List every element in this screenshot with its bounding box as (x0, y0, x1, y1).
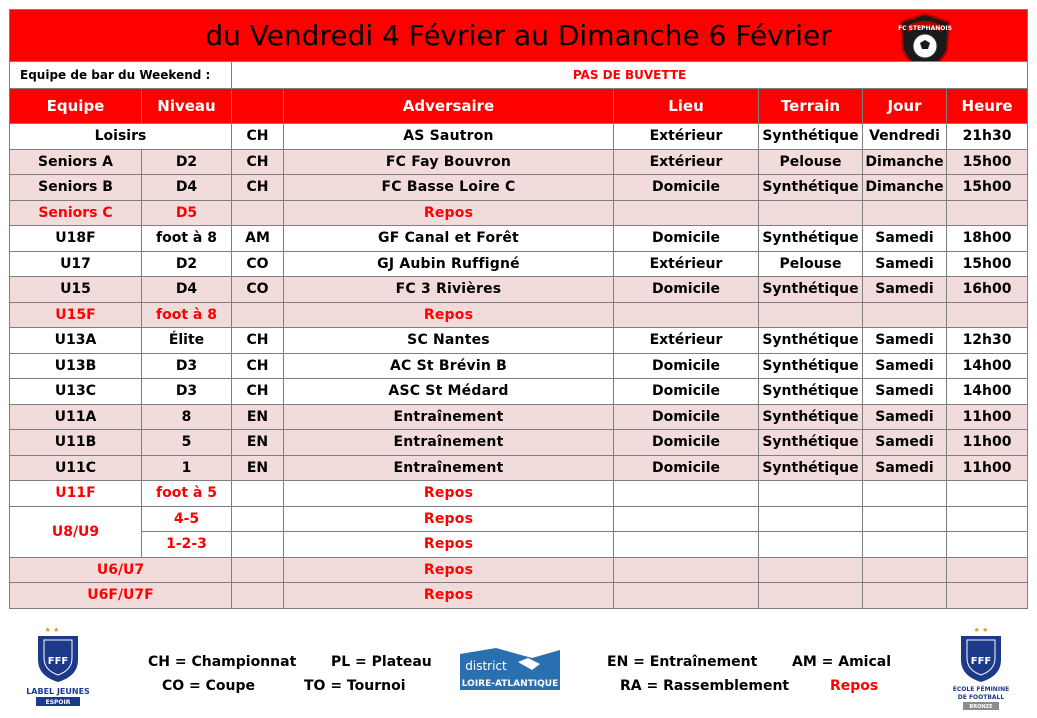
place-cell (614, 557, 759, 583)
table-row (10, 328, 1028, 354)
team-cell: U11A (10, 404, 142, 430)
legend-pl: PL = Plateau (331, 654, 432, 670)
time-cell: 12h30 (947, 328, 1028, 354)
opponent-cell: FC Basse Loire C (284, 175, 614, 201)
pitch-cell: Pelouse (759, 149, 863, 175)
table-row (10, 200, 1028, 226)
svg-text:FFF: FFF (47, 656, 69, 667)
comp-cell: AM (232, 226, 284, 252)
time-cell: 16h00 (947, 277, 1028, 303)
district-logo (456, 644, 564, 696)
opponent-cell: AS Sautron (284, 124, 614, 150)
opponent-cell: Repos (284, 506, 614, 532)
col-header-level: Niveau (142, 89, 232, 124)
comp-cell (232, 481, 284, 507)
day-cell (863, 532, 947, 558)
col-header-team: Equipe (10, 89, 142, 124)
level-cell: D4 (142, 175, 232, 201)
pitch-cell: Pelouse (759, 251, 863, 277)
place-cell (614, 481, 759, 507)
col-header-time: Heure (947, 89, 1028, 124)
label-jeunes-badge (22, 624, 94, 710)
level-cell: 4-5 (142, 506, 232, 532)
team-cell: U15 (10, 277, 142, 303)
opponent-cell: FC Fay Bouvron (284, 149, 614, 175)
level-cell: foot à 8 (142, 302, 232, 328)
page-title: du Vendredi 4 Février au Dimanche 6 Février (205, 19, 832, 52)
day-cell (863, 583, 947, 609)
level-cell: D3 (142, 379, 232, 405)
svg-text:★ ★: ★ ★ (973, 626, 989, 634)
time-cell: 11h00 (947, 430, 1028, 456)
table-row (10, 557, 1028, 583)
legend-repos: Repos (830, 678, 879, 694)
place-cell: Domicile (614, 277, 759, 303)
place-cell (614, 506, 759, 532)
opponent-cell: GF Canal et Forêt (284, 226, 614, 252)
team-cell: U13A (10, 328, 142, 354)
level-cell: Élite (142, 328, 232, 354)
day-cell: Samedi (863, 455, 947, 481)
level-cell: 1 (142, 455, 232, 481)
pitch-cell (759, 481, 863, 507)
opponent-cell: Repos (284, 557, 614, 583)
svg-text:LOIRE-ATLANTIQUE: LOIRE-ATLANTIQUE (461, 679, 559, 689)
time-cell: 18h00 (947, 226, 1028, 252)
legend-footer (0, 618, 1037, 715)
day-cell: Dimanche (863, 149, 947, 175)
day-cell: Samedi (863, 226, 947, 252)
time-cell (947, 200, 1028, 226)
svg-text:FC STEPHANOIS: FC STEPHANOIS (898, 25, 952, 32)
col-header-place: Lieu (614, 89, 759, 124)
level-cell: 1-2-3 (142, 532, 232, 558)
level-cell: D3 (142, 353, 232, 379)
schedule-table (9, 9, 1028, 609)
day-cell: Samedi (863, 430, 947, 456)
fff-shield-icon (945, 624, 1017, 714)
place-cell: Extérieur (614, 328, 759, 354)
day-cell: Samedi (863, 404, 947, 430)
table-row (10, 226, 1028, 252)
svg-text:BRONZE: BRONZE (969, 704, 993, 710)
place-cell (614, 532, 759, 558)
team-cell: U11B (10, 430, 142, 456)
col-header-pitch: Terrain (759, 89, 863, 124)
team-cell: U13C (10, 379, 142, 405)
level-cell: 5 (142, 430, 232, 456)
place-cell: Domicile (614, 430, 759, 456)
opponent-cell: SC Nantes (284, 328, 614, 354)
time-cell: 11h00 (947, 455, 1028, 481)
table-row (10, 302, 1028, 328)
opponent-cell: Repos (284, 302, 614, 328)
table-row (10, 175, 1028, 201)
team-cell: U8/U9 (10, 506, 142, 557)
table-row (10, 404, 1028, 430)
comp-cell: EN (232, 430, 284, 456)
time-cell (947, 557, 1028, 583)
time-cell (947, 532, 1028, 558)
comp-cell: CH (232, 124, 284, 150)
opponent-cell: AC St Brévin B (284, 353, 614, 379)
day-cell: Samedi (863, 251, 947, 277)
pitch-cell (759, 557, 863, 583)
col-header-opponent: Adversaire (284, 89, 614, 124)
table-row (10, 583, 1028, 609)
col-header-comp (232, 89, 284, 124)
opponent-cell: GJ Aubin Ruffigné (284, 251, 614, 277)
svg-text:ÉCOLE FÉMININE: ÉCOLE FÉMININE (952, 686, 1010, 693)
fff-shield-icon (22, 624, 94, 710)
day-cell: Samedi (863, 277, 947, 303)
opponent-cell: Entraînement (284, 430, 614, 456)
comp-cell: EN (232, 404, 284, 430)
day-cell: Samedi (863, 379, 947, 405)
team-cell: U11F (10, 481, 142, 507)
opponent-cell: FC 3 Rivières (284, 277, 614, 303)
place-cell (614, 302, 759, 328)
svg-text:DE FOOTBALL: DE FOOTBALL (957, 694, 1005, 701)
pitch-cell: Synthétique (759, 404, 863, 430)
level-cell: D5 (142, 200, 232, 226)
place-cell (614, 583, 759, 609)
opponent-cell: Entraînement (284, 455, 614, 481)
svg-text:LABEL JEUNES: LABEL JEUNES (26, 687, 90, 696)
time-cell (947, 583, 1028, 609)
legend-to: TO = Tournoi (304, 678, 406, 694)
comp-cell (232, 506, 284, 532)
comp-cell: CH (232, 353, 284, 379)
day-cell: Samedi (863, 328, 947, 354)
pitch-cell: Synthétique (759, 277, 863, 303)
day-cell: Samedi (863, 353, 947, 379)
day-cell (863, 557, 947, 583)
comp-cell (232, 200, 284, 226)
club-logo-icon (897, 12, 953, 62)
place-cell: Extérieur (614, 149, 759, 175)
pitch-cell (759, 583, 863, 609)
table-row (10, 455, 1028, 481)
time-cell (947, 481, 1028, 507)
table-header (10, 89, 1028, 124)
table-row (10, 149, 1028, 175)
place-cell: Domicile (614, 379, 759, 405)
table-row (10, 277, 1028, 303)
bar-team-label: Equipe de bar du Weekend : (10, 62, 232, 89)
legend-am: AM = Amical (792, 654, 892, 670)
day-cell (863, 200, 947, 226)
pitch-cell: Synthétique (759, 430, 863, 456)
day-cell (863, 302, 947, 328)
place-cell (614, 200, 759, 226)
pitch-cell: Synthétique (759, 379, 863, 405)
pitch-cell (759, 532, 863, 558)
svg-text:district: district (465, 659, 507, 673)
place-cell: Domicile (614, 455, 759, 481)
time-cell (947, 302, 1028, 328)
comp-cell: EN (232, 455, 284, 481)
table-row (10, 430, 1028, 456)
pitch-cell (759, 302, 863, 328)
district-logo-icon (456, 644, 564, 696)
comp-cell: CH (232, 149, 284, 175)
title-banner (10, 10, 1028, 62)
team-cell: Loisirs (10, 124, 232, 150)
day-cell (863, 481, 947, 507)
opponent-cell: Repos (284, 200, 614, 226)
svg-text:FFF: FFF (970, 656, 992, 667)
level-cell: foot à 8 (142, 226, 232, 252)
comp-cell: CH (232, 379, 284, 405)
time-cell: 14h00 (947, 353, 1028, 379)
time-cell: 15h00 (947, 251, 1028, 277)
level-cell: 8 (142, 404, 232, 430)
opponent-cell: ASC St Médard (284, 379, 614, 405)
legend-en: EN = Entraînement (607, 654, 758, 670)
level-cell: D2 (142, 251, 232, 277)
comp-cell (232, 302, 284, 328)
pitch-cell (759, 506, 863, 532)
table-row (10, 251, 1028, 277)
table-row (10, 124, 1028, 150)
comp-cell (232, 583, 284, 609)
level-cell: D4 (142, 277, 232, 303)
level-cell: D2 (142, 149, 232, 175)
team-cell: U13B (10, 353, 142, 379)
opponent-cell: Repos (284, 583, 614, 609)
comp-cell (232, 532, 284, 558)
table-row (10, 353, 1028, 379)
level-cell: foot à 5 (142, 481, 232, 507)
time-cell (947, 506, 1028, 532)
time-cell: 14h00 (947, 379, 1028, 405)
col-header-day: Jour (863, 89, 947, 124)
team-cell: U6F/U7F (10, 583, 232, 609)
pitch-cell: Synthétique (759, 353, 863, 379)
team-cell: Seniors B (10, 175, 142, 201)
pitch-cell (759, 200, 863, 226)
comp-cell: CH (232, 175, 284, 201)
table-row (10, 481, 1028, 507)
legend-ch: CH = Championnat (148, 654, 297, 670)
table-row (10, 379, 1028, 405)
team-cell: U11C (10, 455, 142, 481)
bar-team-value: PAS DE BUVETTE (232, 62, 1028, 89)
pitch-cell: Synthétique (759, 328, 863, 354)
comp-cell: CO (232, 251, 284, 277)
place-cell: Domicile (614, 404, 759, 430)
pitch-cell: Synthétique (759, 455, 863, 481)
opponent-cell: Repos (284, 532, 614, 558)
comp-cell: CH (232, 328, 284, 354)
pitch-cell: Synthétique (759, 226, 863, 252)
team-cell: U6/U7 (10, 557, 232, 583)
day-cell (863, 506, 947, 532)
time-cell: 21h30 (947, 124, 1028, 150)
place-cell: Domicile (614, 226, 759, 252)
table-row (10, 532, 1028, 558)
place-cell: Extérieur (614, 124, 759, 150)
day-cell: Vendredi (863, 124, 947, 150)
place-cell: Domicile (614, 353, 759, 379)
svg-text:ESPOIR: ESPOIR (45, 699, 71, 706)
pitch-cell: Synthétique (759, 175, 863, 201)
table-row (10, 506, 1028, 532)
time-cell: 11h00 (947, 404, 1028, 430)
team-cell: U17 (10, 251, 142, 277)
comp-cell (232, 557, 284, 583)
schedule-sheet (9, 9, 1027, 609)
time-cell: 15h00 (947, 175, 1028, 201)
team-cell: Seniors A (10, 149, 142, 175)
legend-co: CO = Coupe (162, 678, 256, 694)
time-cell: 15h00 (947, 149, 1028, 175)
team-cell: U18F (10, 226, 142, 252)
team-cell: U15F (10, 302, 142, 328)
ecole-feminine-badge (945, 624, 1017, 714)
pitch-cell: Synthétique (759, 124, 863, 150)
svg-text:★ ★: ★ ★ (44, 626, 60, 634)
comp-cell: CO (232, 277, 284, 303)
legend-ra: RA = Rassemblement (620, 678, 790, 694)
place-cell: Extérieur (614, 251, 759, 277)
day-cell: Dimanche (863, 175, 947, 201)
opponent-cell: Repos (284, 481, 614, 507)
place-cell: Domicile (614, 175, 759, 201)
opponent-cell: Entraînement (284, 404, 614, 430)
team-cell: Seniors C (10, 200, 142, 226)
